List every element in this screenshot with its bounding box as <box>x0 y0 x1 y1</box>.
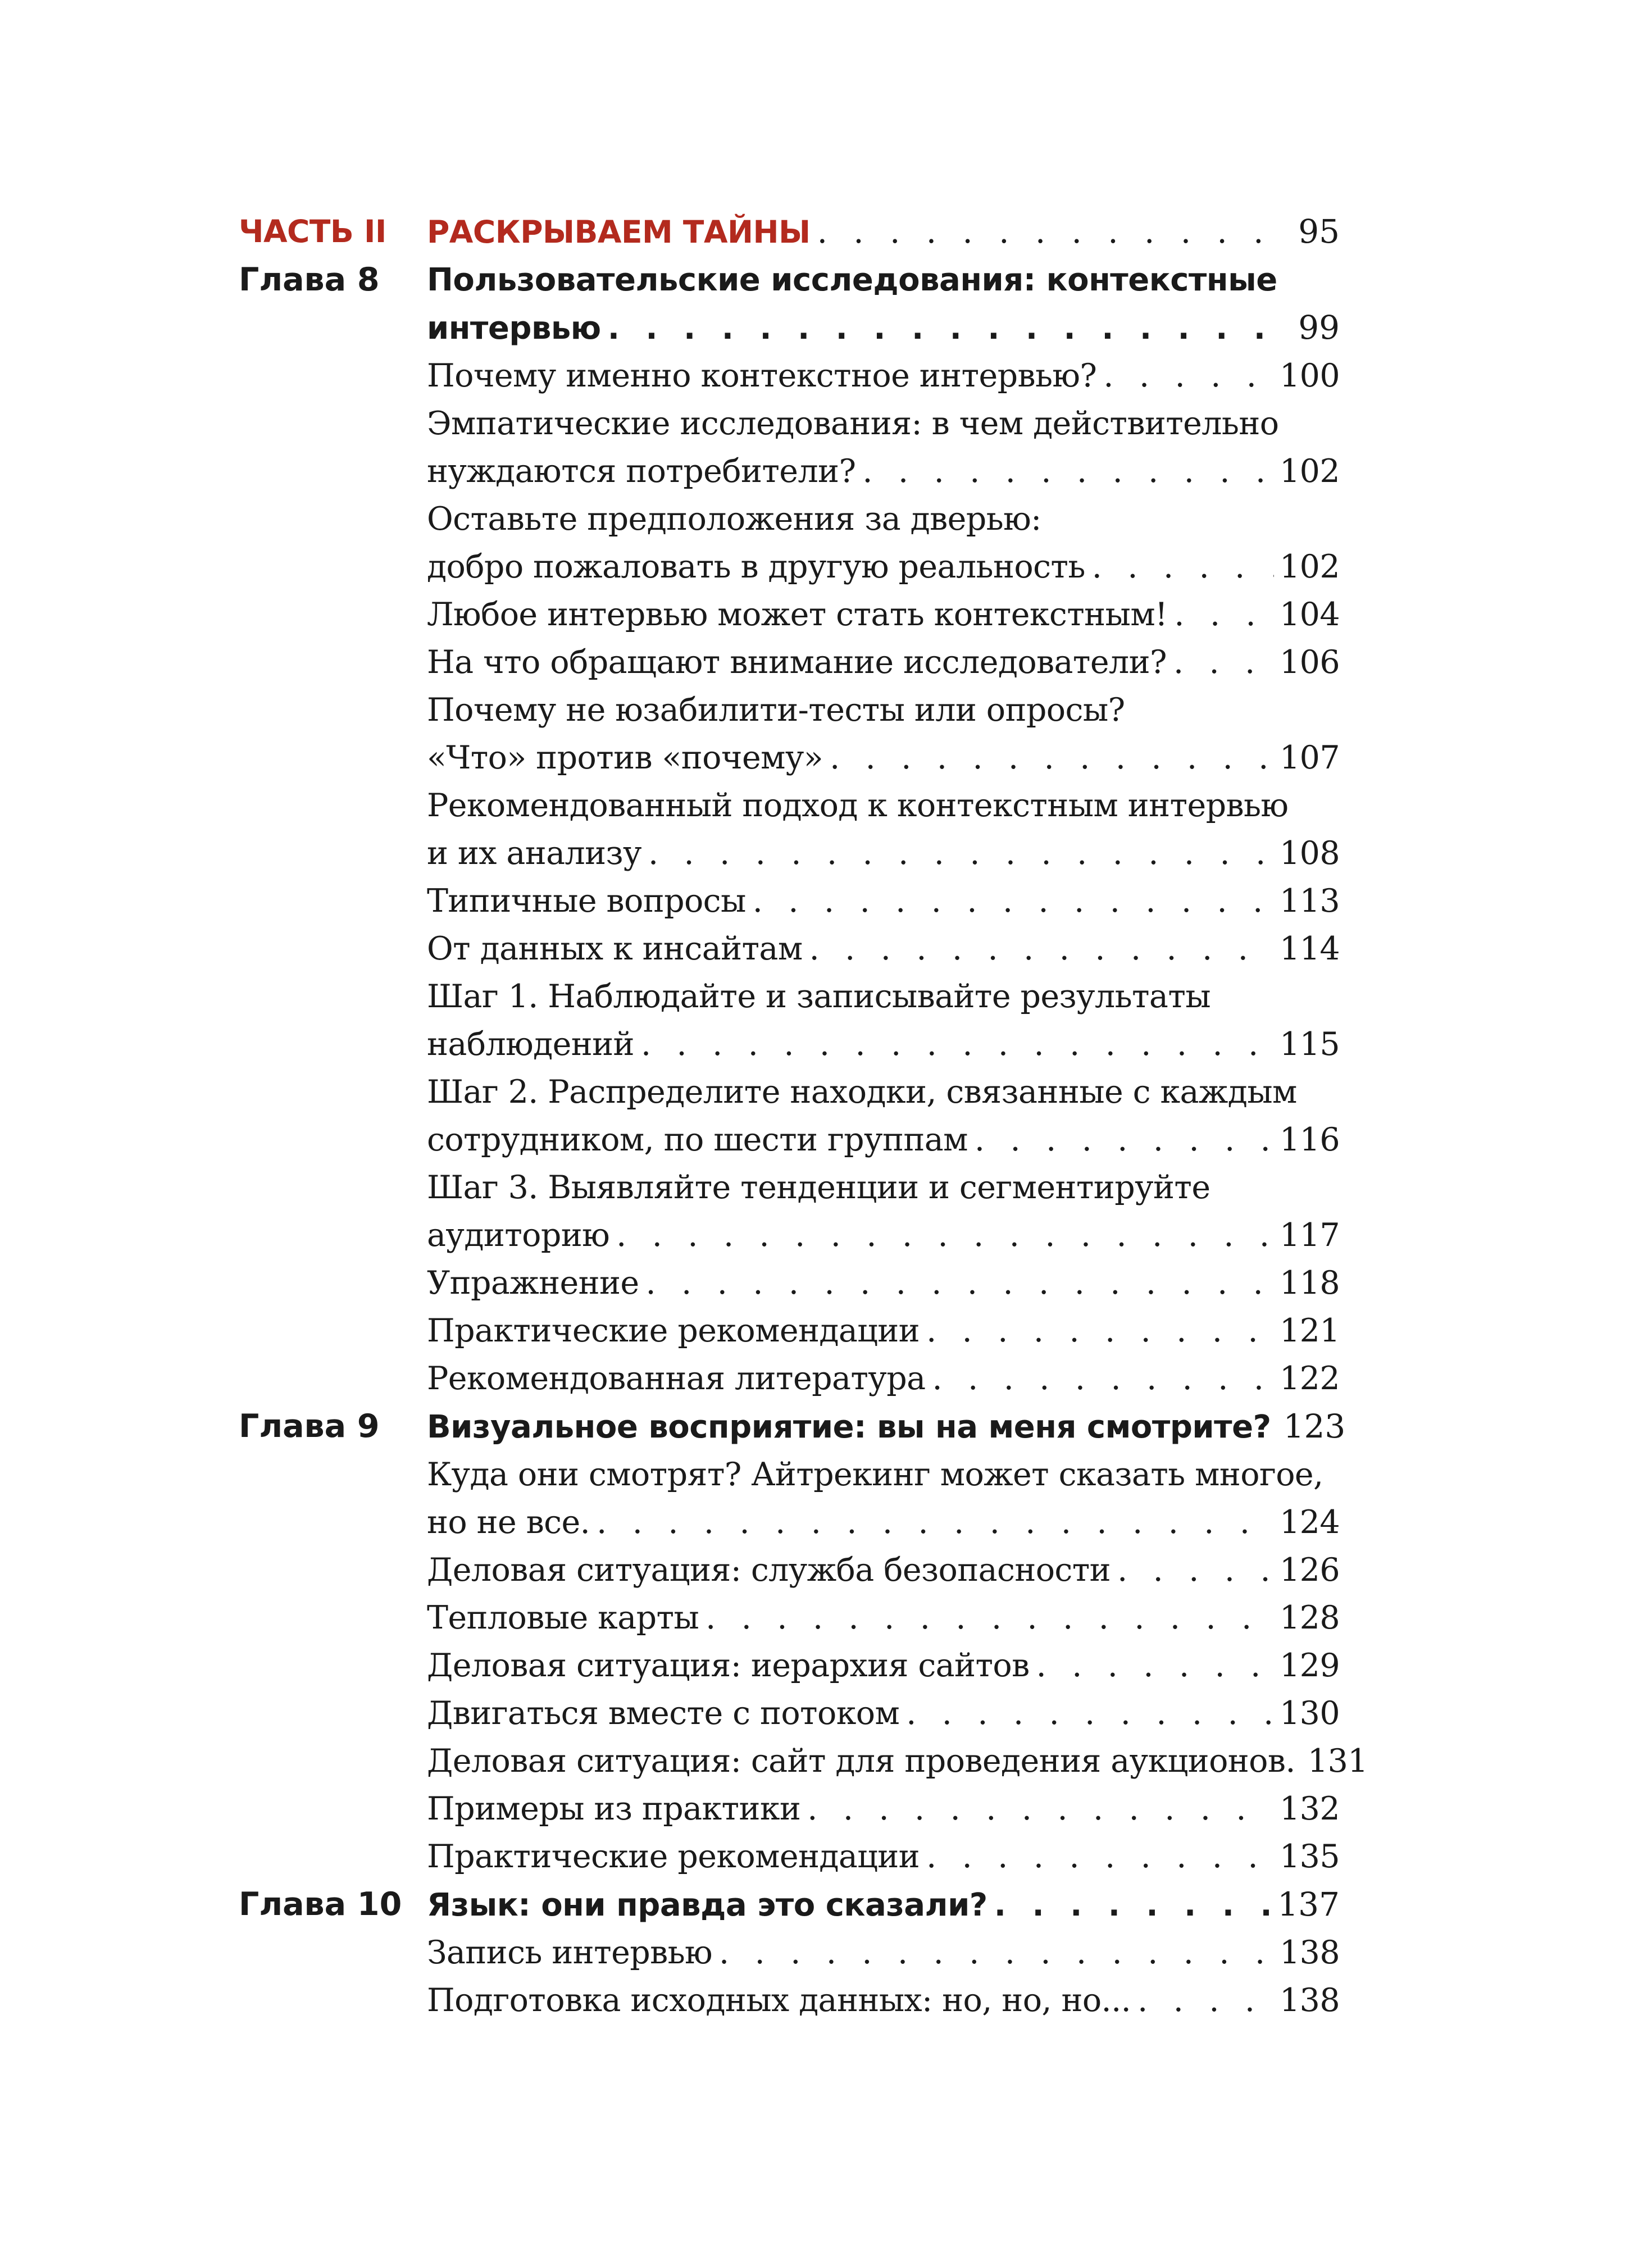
toc-section-entry <box>239 1642 1340 1690</box>
entry-body <box>427 1355 1340 1403</box>
entry-title: Двигаться вместе с потоком <box>427 1695 900 1732</box>
dot-leader <box>968 1116 1274 1164</box>
entry-body <box>427 973 1340 1068</box>
entry-title: интервью <box>427 310 601 347</box>
entry-body <box>427 208 1340 256</box>
entry-line <box>427 734 1340 782</box>
entry-title: добро пожаловать в другую реальность <box>427 548 1085 585</box>
page-number: 106 <box>1280 644 1340 681</box>
page-number: 114 <box>1280 930 1340 967</box>
toc-section-entry <box>239 1785 1340 1833</box>
dot-leader <box>823 734 1274 782</box>
toc-section-entry <box>239 639 1340 686</box>
entry-line <box>427 1212 1340 1259</box>
page-number: 130 <box>1280 1695 1340 1732</box>
entry-line <box>427 448 1340 495</box>
entry-body <box>427 1881 1340 1929</box>
toc-section-entry <box>239 352 1340 400</box>
entry-body <box>427 1546 1340 1594</box>
entry-title: Шаг 1. Наблюдайте и записывайте результаты <box>427 978 1211 1015</box>
entry-title: «Что» против «почему» <box>427 739 823 776</box>
entry-body <box>427 1929 1340 1977</box>
page-number: 102 <box>1280 453 1340 490</box>
entry-body <box>427 1307 1340 1355</box>
page-number: 117 <box>1280 1217 1340 1254</box>
entry-line <box>427 208 1340 256</box>
entry-title: Деловая ситуация: сайт для проведения аукционов. <box>427 1743 1295 1780</box>
entry-line <box>427 495 1340 543</box>
entry-title: Эмпатические исследования: в чем действительно <box>427 405 1279 442</box>
dot-leader <box>1111 1546 1274 1594</box>
dot-leader <box>712 1929 1274 1977</box>
toc-section-entry <box>239 1068 1340 1164</box>
entry-body <box>427 1259 1340 1307</box>
entry-body <box>427 1594 1340 1642</box>
entry-title: Тепловые карты <box>427 1599 699 1636</box>
entry-title: Любое интервью может стать контекстным! <box>427 596 1168 633</box>
page-number: 118 <box>1280 1264 1340 1302</box>
toc-part-entry <box>239 208 1340 256</box>
page-number: 126 <box>1280 1552 1340 1589</box>
entry-body <box>427 352 1340 400</box>
dot-leader <box>811 208 1293 256</box>
dot-leader <box>926 1355 1275 1403</box>
page-number: 128 <box>1280 1599 1340 1636</box>
toc-section-entry <box>239 1451 1340 1546</box>
toc-section-entry <box>239 1690 1340 1737</box>
toc-chapter-entry <box>239 256 1340 352</box>
entry-title: Пользовательские исследования: контекстные <box>427 262 1277 298</box>
entry-title: Практические рекомендации <box>427 1312 920 1349</box>
entry-line <box>427 543 1340 591</box>
entry-title: Запись интервью <box>427 1934 713 1971</box>
page-number: 124 <box>1280 1504 1340 1541</box>
dot-leader <box>699 1594 1274 1642</box>
entry-line <box>427 877 1340 925</box>
page-number: 113 <box>1280 883 1340 920</box>
toc-section-entry <box>239 1546 1340 1594</box>
entry-line <box>427 1690 1340 1737</box>
toc-section-entry <box>239 925 1340 973</box>
entry-title: Рекомендованный подход к контекстным интервью <box>427 787 1289 824</box>
entry-line <box>427 1355 1340 1403</box>
page-number: 121 <box>1280 1312 1340 1349</box>
toc-section-entry <box>239 1833 1340 1881</box>
entry-title: Шаг 3. Выявляйте тенденции и сегментируйте <box>427 1169 1210 1206</box>
entry-body <box>427 1068 1340 1164</box>
entry-body <box>427 1737 1368 1785</box>
entry-line <box>427 782 1340 830</box>
entry-title: На что обращают внимание исследователи? <box>427 644 1167 681</box>
toc-section-entry <box>239 1307 1340 1355</box>
dot-leader <box>1131 1977 1274 2025</box>
dot-leader <box>987 1881 1272 1929</box>
toc-section-entry <box>239 1737 1368 1785</box>
page-number: 123 <box>1283 1407 1346 1445</box>
entry-title: Куда они смотрят? Айтрекинг может сказать многое, <box>427 1456 1323 1493</box>
page-number: 108 <box>1280 835 1340 872</box>
entry-line <box>427 1451 1340 1499</box>
chapter-label: Глава 8 <box>239 261 380 298</box>
dot-leader <box>639 1259 1274 1307</box>
dot-leader <box>641 830 1274 877</box>
entry-line <box>427 1068 1340 1116</box>
entry-title: От данных к инсайтам <box>427 930 803 967</box>
entry-body <box>427 495 1340 591</box>
page-number: 95 <box>1298 212 1340 251</box>
entry-body <box>427 1164 1340 1259</box>
page-number: 116 <box>1280 1121 1340 1158</box>
entry-line <box>427 1546 1340 1594</box>
page-number: 115 <box>1280 1026 1340 1063</box>
entry-line <box>427 1116 1340 1164</box>
entry-title: и их анализу <box>427 835 641 872</box>
page-number: 129 <box>1280 1647 1340 1684</box>
dot-leader <box>1167 591 1274 639</box>
entry-line <box>427 973 1340 1021</box>
toc-section-entry <box>239 1929 1340 1977</box>
chapter-label: Глава 9 <box>239 1408 380 1445</box>
entry-line <box>427 1499 1340 1546</box>
entry-body <box>427 639 1340 686</box>
entry-line <box>427 1642 1340 1690</box>
page-number: 107 <box>1280 739 1340 776</box>
entry-title: Оставьте предположения за дверью: <box>427 501 1041 538</box>
toc-chapter-entry <box>239 1403 1346 1451</box>
entry-line <box>427 1164 1340 1212</box>
page-number: 122 <box>1280 1360 1340 1397</box>
entry-body <box>427 1642 1340 1690</box>
entry-line <box>427 1833 1340 1881</box>
entry-body <box>427 1833 1340 1881</box>
entry-body <box>427 1785 1340 1833</box>
entry-body <box>427 591 1340 639</box>
entry-title: Визуальное восприятие: вы на меня смотрите? <box>427 1409 1271 1445</box>
entry-line <box>427 400 1340 448</box>
entry-body <box>427 1451 1340 1546</box>
dot-leader <box>634 1021 1274 1068</box>
entry-title: Типичные вопросы <box>427 883 746 920</box>
entry-line <box>427 925 1340 973</box>
dot-leader <box>920 1307 1274 1355</box>
toc-section-entry <box>239 1977 1340 2025</box>
dot-leader <box>1167 639 1274 686</box>
toc-section-entry <box>239 591 1340 639</box>
entry-line <box>427 1307 1340 1355</box>
entry-title: РАСКРЫВАЕМ ТАЙНЫ <box>427 214 811 250</box>
entry-line <box>427 639 1340 686</box>
toc-section-entry <box>239 495 1340 591</box>
entry-body <box>427 686 1340 782</box>
entry-line <box>427 1403 1346 1451</box>
entry-title: сотрудником, по шести группам <box>427 1121 968 1158</box>
dot-leader <box>855 448 1274 495</box>
toc-section-entry <box>239 400 1340 495</box>
page-number: 138 <box>1280 1934 1340 1971</box>
entry-title: нуждаются потребители? <box>427 453 856 490</box>
entry-title: Шаг 2. Распределите находки, связанные с каждым <box>427 1074 1297 1111</box>
entry-body <box>427 1977 1340 2025</box>
page-number: 131 <box>1307 1743 1368 1780</box>
page-number: 138 <box>1280 1982 1340 2019</box>
dot-leader <box>601 304 1293 352</box>
dot-leader <box>803 925 1274 973</box>
page-number: 104 <box>1280 596 1340 633</box>
entry-title: Почему не юзабилити-тесты или опросы? <box>427 692 1125 729</box>
entry-title: Деловая ситуация: служба безопасности <box>427 1552 1111 1589</box>
entry-line <box>427 1785 1340 1833</box>
dot-leader <box>1096 352 1274 400</box>
toc-chapter-entry <box>239 1881 1340 1929</box>
entry-body <box>427 877 1340 925</box>
entry-title: но не все. <box>427 1504 590 1541</box>
entry-line <box>427 304 1340 352</box>
page-number: 102 <box>1280 548 1340 585</box>
entry-line <box>427 1259 1340 1307</box>
entry-line <box>427 1594 1340 1642</box>
toc-section-entry <box>239 1594 1340 1642</box>
entry-title: Деловая ситуация: иерархия сайтов <box>427 1647 1030 1684</box>
entry-title: Язык: они правда это сказали? <box>427 1887 987 1923</box>
toc-section-entry <box>239 1355 1340 1403</box>
part-label: ЧАСТЬ II <box>239 213 386 249</box>
entry-title: Рекомендованная литература <box>427 1360 926 1397</box>
entry-body <box>427 400 1340 495</box>
entry-title: Практические рекомендации <box>427 1838 920 1875</box>
table-of-contents <box>239 208 1368 2025</box>
entry-body <box>427 782 1340 877</box>
entry-title: Подготовка исходных данных: но, но, но... <box>427 1982 1131 2019</box>
dot-leader <box>920 1833 1274 1881</box>
page-number: 100 <box>1280 357 1340 394</box>
entry-line <box>427 1881 1340 1929</box>
entry-line <box>427 830 1340 877</box>
chapter-label: Глава 10 <box>239 1886 402 1923</box>
entry-line <box>427 591 1340 639</box>
toc-section-entry <box>239 782 1340 877</box>
entry-line <box>427 1929 1340 1977</box>
entry-title: аудиторию <box>427 1217 610 1254</box>
toc-section-entry <box>239 686 1340 782</box>
dot-leader <box>746 877 1274 925</box>
page-number: 132 <box>1280 1790 1340 1827</box>
toc-section-entry <box>239 877 1340 925</box>
dot-leader <box>1295 1737 1302 1785</box>
dot-leader <box>1030 1642 1274 1690</box>
dot-leader <box>590 1499 1274 1546</box>
page-number: 137 <box>1277 1885 1340 1923</box>
page-number: 135 <box>1280 1838 1340 1875</box>
entry-body <box>427 1403 1346 1451</box>
dot-leader <box>1085 543 1274 591</box>
toc-section-entry <box>239 973 1340 1068</box>
toc-section-entry <box>239 1259 1340 1307</box>
entry-body <box>427 1690 1340 1737</box>
dot-leader <box>800 1785 1274 1833</box>
toc-section-entry <box>239 1164 1340 1259</box>
entry-title: Примеры из практики <box>427 1790 801 1827</box>
entry-title: Упражнение <box>427 1264 639 1302</box>
entry-line <box>427 1977 1340 2025</box>
entry-line <box>427 1737 1368 1785</box>
dot-leader <box>609 1212 1274 1259</box>
page-number: 99 <box>1298 308 1340 347</box>
entry-line <box>427 1021 1340 1068</box>
entry-line <box>427 352 1340 400</box>
entry-line <box>427 686 1340 734</box>
dot-leader <box>1271 1403 1278 1451</box>
dot-leader <box>899 1690 1274 1737</box>
entry-body <box>427 925 1340 973</box>
entry-body <box>427 256 1340 352</box>
entry-title: наблюдений <box>427 1026 634 1063</box>
entry-line <box>427 256 1340 304</box>
entry-title: Почему именно контекстное интервью? <box>427 357 1097 394</box>
